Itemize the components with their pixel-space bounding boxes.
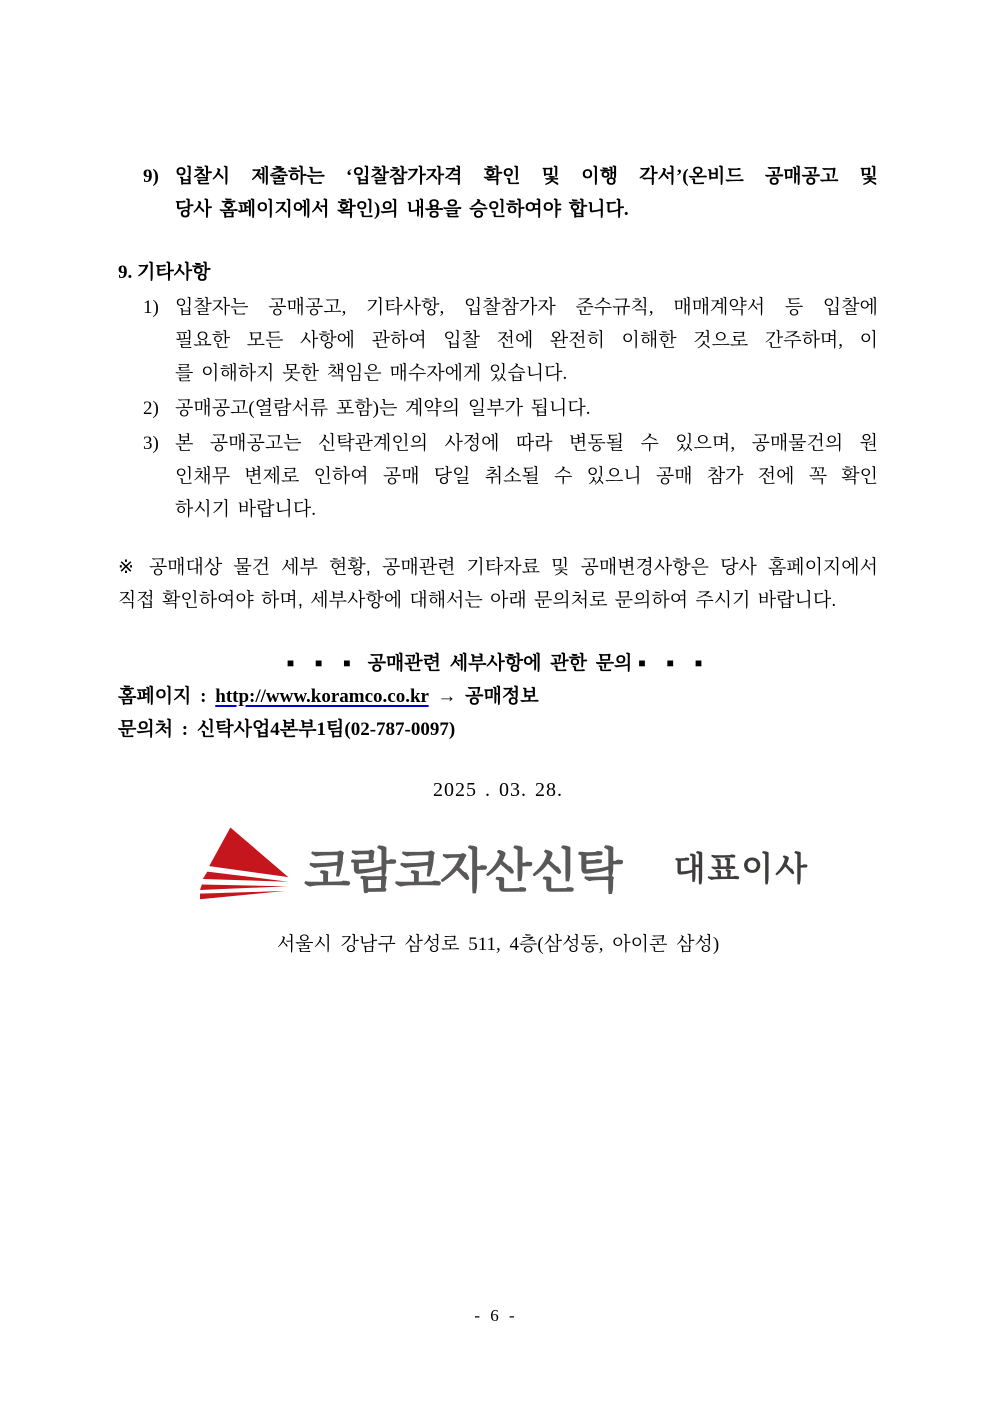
inquiry-heading-text: 공매관련 세부사항에 관한 문의 xyxy=(367,653,633,674)
clause-line: 본 공매공고는 신탁관계인의 사정에 따라 변동될 수 있으며, 공매물건의 원 xyxy=(175,433,878,454)
clause-marker: 2) xyxy=(143,398,159,419)
etc-item-2 xyxy=(118,392,878,425)
clause-line: 당사 홈페이지에서 확인)의 내용을 승인하여야 합니다. xyxy=(175,199,629,220)
clause-line: 입찰자는 공매공고, 기타사항, 입찰참가자 준수규칙, 매매계약서 등 입찰에 xyxy=(175,297,878,318)
clause-line: 입찰시 제출하는 ‘입찰참가자격 확인 및 이행 각서’(온비드 공매공고 및 xyxy=(175,166,878,187)
notice-line: ※ 공매대상 물건 세부 현황, 공매관련 기타자료 및 공매변경사항은 당사 홈페이지에서 xyxy=(118,557,878,578)
etc-item-3 xyxy=(118,427,878,526)
clause-marker: 9) xyxy=(143,166,159,187)
homepage-line xyxy=(118,680,878,713)
clause-text xyxy=(175,160,878,226)
document-date: 2025 . 03. 28. xyxy=(433,779,563,801)
clause-marker: 3) xyxy=(143,433,159,454)
notice-paragraph xyxy=(118,551,878,617)
company-address: 서울시 강남구 삼성로 511, 4층(삼성동, 아이콘 삼성) xyxy=(276,934,720,955)
clause-marker: 1) xyxy=(143,297,159,318)
page-number: - 6 - xyxy=(474,1306,518,1325)
contact-value: 신탁사업4본부1팀(02-787-0097) xyxy=(196,719,456,740)
homepage-destination: 공매정보 xyxy=(465,686,539,707)
clause-text xyxy=(175,392,878,425)
homepage-label: 홈페이지 : xyxy=(118,686,207,707)
clause-line: 를 이해하지 못한 책임은 매수자에게 있습니다. xyxy=(175,363,568,384)
contact-line xyxy=(118,713,878,746)
section-title-etc: 9. 기타사항 xyxy=(118,262,211,283)
clause-line: 인채무 변제로 인하여 공매 당일 취소될 수 있으니 공매 참가 전에 꼭 확인 xyxy=(175,466,878,487)
homepage-link[interactable]: http://www.koramco.co.kr xyxy=(215,686,429,707)
clause-text xyxy=(175,427,878,526)
ceo-title: 대표이사 xyxy=(673,850,810,887)
clause-line: 필요한 모든 사항에 관하여 입찰 전에 완전히 이해한 것으로 간주하며, 이 xyxy=(175,330,878,351)
etc-item-1 xyxy=(118,291,878,390)
clause-line: 하시기 바랍니다. xyxy=(175,499,316,520)
signature-row xyxy=(200,819,878,914)
koramco-logo-icon xyxy=(200,822,292,912)
contact-label: 문의처 : xyxy=(118,719,189,740)
square-bullets-icon: ■ ■ ■ xyxy=(286,656,358,670)
arrow-right-icon: → xyxy=(437,686,457,707)
clause-text xyxy=(175,291,878,390)
square-bullets-icon: ■ ■ ■ xyxy=(638,656,710,670)
company-name: 코람코자산신탁 xyxy=(304,845,622,898)
clause-9-9 xyxy=(118,160,878,226)
inquiry-heading xyxy=(118,647,878,680)
clause-line: 공매공고(열람서류 포함)는 계약의 일부가 됩니다. xyxy=(175,398,591,419)
notice-line: 직접 확인하여야 하며, 세부사항에 대해서는 아래 문의처로 문의하여 주시기 바랍니다. xyxy=(118,590,837,611)
